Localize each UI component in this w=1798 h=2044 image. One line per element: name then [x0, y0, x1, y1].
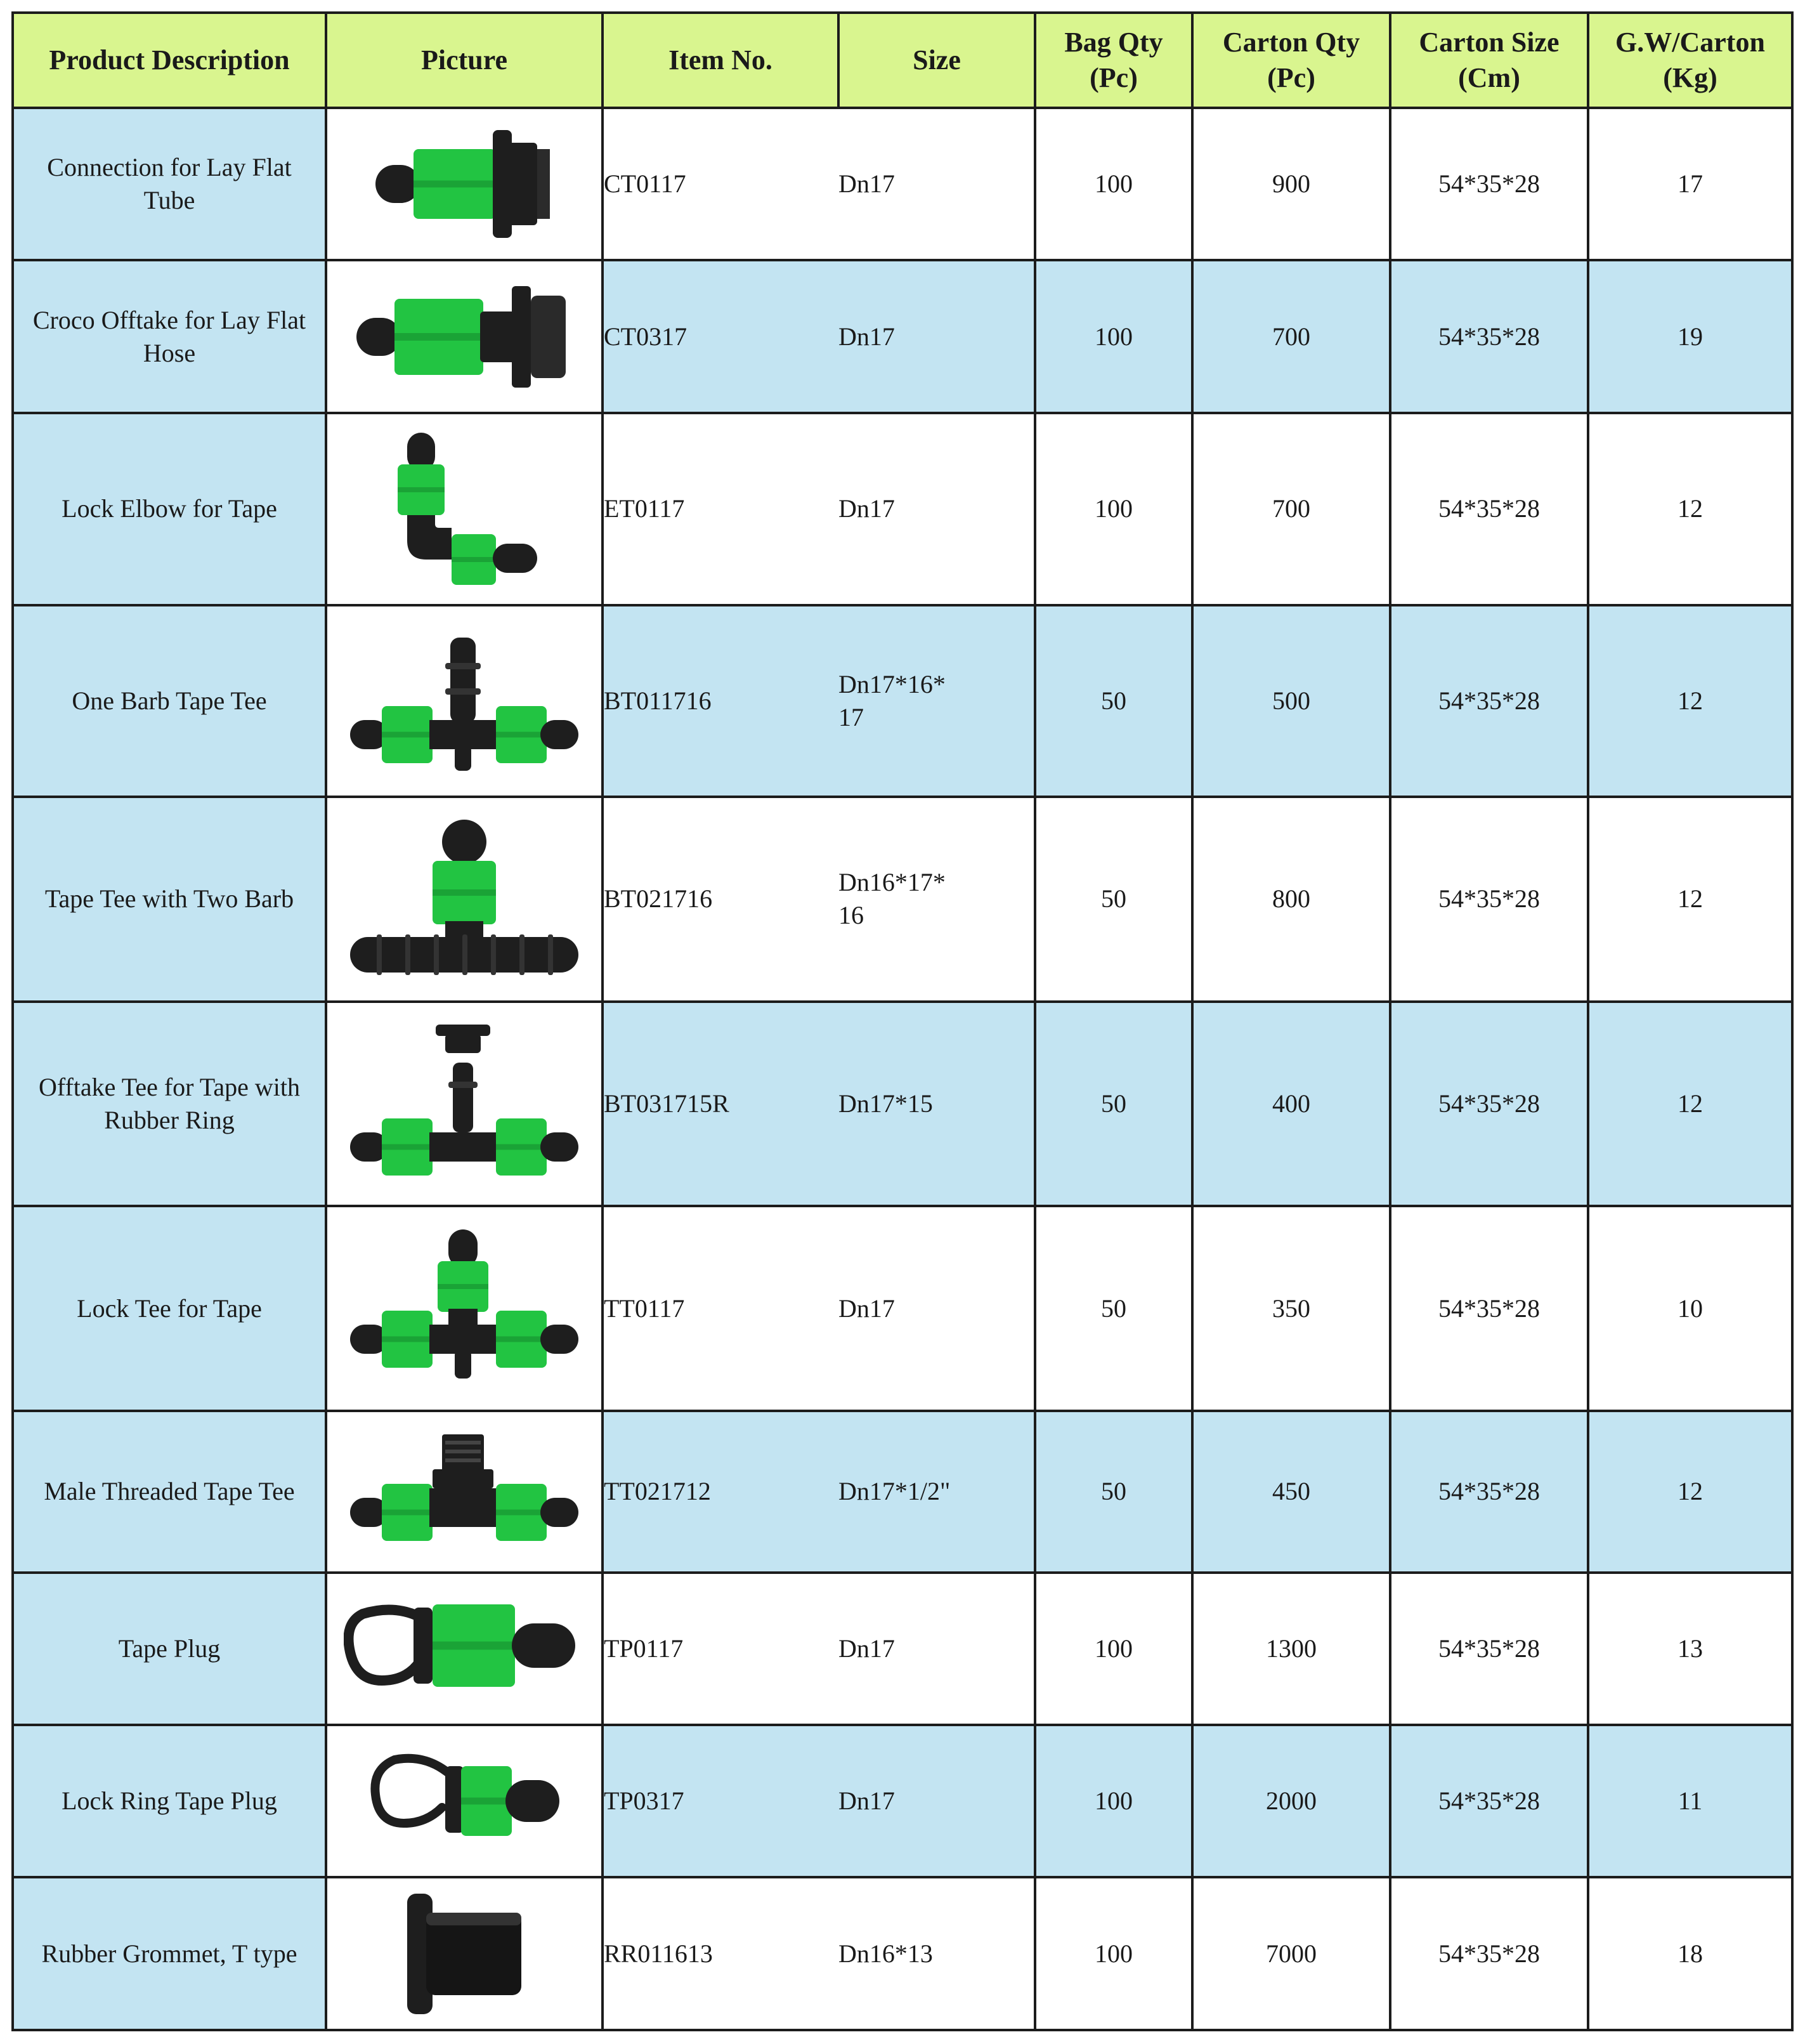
- size-line: Dn17: [838, 169, 895, 199]
- cell-carton-size: 54*35*28: [1390, 1725, 1588, 1877]
- size-line: Dn16*17*: [838, 868, 946, 897]
- cell-gw-carton: 17: [1588, 108, 1792, 260]
- product-description-line: Lock Ring Tape Plug: [62, 1786, 277, 1816]
- two-barb-tee-icon: [327, 813, 601, 985]
- size-line: Dn17: [838, 1786, 895, 1816]
- table-row: [13, 1411, 1792, 1573]
- cell-picture: [326, 1206, 603, 1411]
- cell-carton-qty: 7000: [1192, 1877, 1390, 2030]
- header-bag-qty: [1035, 13, 1192, 108]
- croco-offtake-icon: [327, 277, 601, 397]
- size-line: Dn17*15: [838, 1089, 933, 1118]
- cell-product-description: [13, 605, 326, 797]
- cell-picture: [326, 260, 603, 412]
- table-row: [13, 1206, 1792, 1411]
- cell-gw-carton: 10: [1588, 1206, 1792, 1411]
- cell-bag-qty: 100: [1035, 1725, 1192, 1877]
- header-size: Size: [838, 13, 1035, 108]
- cell-item-no: CT0117: [603, 108, 838, 260]
- size-line: Dn17: [838, 1634, 895, 1663]
- cell-gw-carton: 18: [1588, 1877, 1792, 2030]
- cell-picture: [326, 1002, 603, 1207]
- cell-picture: [326, 1411, 603, 1573]
- cell-bag-qty: 50: [1035, 1206, 1192, 1411]
- product-description-line: Hose: [143, 338, 196, 367]
- header-item-no: Item No.: [603, 13, 838, 108]
- header-carton-qty-unit: (Pc): [1267, 62, 1315, 93]
- offtake-tee-icon: [327, 1018, 601, 1189]
- table-row: [13, 605, 1792, 797]
- cell-carton-qty: 700: [1192, 413, 1390, 605]
- cell-item-no: BT021716: [603, 797, 838, 1002]
- cell-gw-carton: 12: [1588, 605, 1792, 797]
- cell-product-description: [13, 797, 326, 1002]
- cell-size: [838, 1725, 1035, 1877]
- header-gw-carton: [1588, 13, 1792, 108]
- cell-carton-size: 54*35*28: [1390, 1411, 1588, 1573]
- cell-picture: [326, 413, 603, 605]
- product-description-line: Offtake Tee for Tape with: [38, 1073, 301, 1102]
- cell-gw-carton: 12: [1588, 1002, 1792, 1207]
- cell-item-no: TT021712: [603, 1411, 838, 1573]
- cell-bag-qty: 50: [1035, 1411, 1192, 1573]
- cell-bag-qty: 50: [1035, 797, 1192, 1002]
- cell-gw-carton: 12: [1588, 413, 1792, 605]
- cell-carton-qty: 700: [1192, 260, 1390, 412]
- cell-product-description: [13, 1573, 326, 1725]
- product-description-line: Croco Offtake for Lay Flat: [32, 305, 306, 334]
- size-line: Dn17: [838, 1294, 895, 1323]
- cell-size: [838, 1002, 1035, 1207]
- cell-gw-carton: 12: [1588, 1411, 1792, 1573]
- cell-size: [838, 797, 1035, 1002]
- cell-carton-size: 54*35*28: [1390, 1206, 1588, 1411]
- header-picture: Picture: [326, 13, 603, 108]
- product-table: [11, 11, 1794, 2031]
- header-carton-size-label: Carton Size: [1419, 27, 1560, 58]
- table-row: [13, 108, 1792, 260]
- header-gw-carton-label: G.W/Carton: [1615, 27, 1765, 58]
- cell-carton-qty: 450: [1192, 1411, 1390, 1573]
- header-carton-qty: [1192, 13, 1390, 108]
- cell-item-no: TT0117: [603, 1206, 838, 1411]
- one-barb-tee-icon: [327, 625, 601, 777]
- header-gw-carton-unit: (Kg): [1663, 62, 1717, 93]
- table-row: [13, 1725, 1792, 1877]
- table-row: [13, 1573, 1792, 1725]
- header-carton-size: [1390, 13, 1588, 108]
- product-description-line: Rubber Grommet, T type: [41, 1939, 297, 1968]
- product-description-line: Lock Tee for Tape: [77, 1294, 262, 1323]
- cell-gw-carton: 19: [1588, 260, 1792, 412]
- cell-picture: [326, 797, 603, 1002]
- cell-carton-size: 54*35*28: [1390, 108, 1588, 260]
- cell-product-description: [13, 1002, 326, 1207]
- header-carton-size-unit: (Cm): [1458, 62, 1520, 93]
- cell-product-description: [13, 108, 326, 260]
- cell-carton-qty: 900: [1192, 108, 1390, 260]
- cell-carton-size: 54*35*28: [1390, 260, 1588, 412]
- product-description-line: Tape Tee with Two Barb: [44, 884, 294, 914]
- cell-bag-qty: 100: [1035, 413, 1192, 605]
- cell-carton-qty: 400: [1192, 1002, 1390, 1207]
- cell-carton-qty: 800: [1192, 797, 1390, 1002]
- cell-carton-qty: 500: [1192, 605, 1390, 797]
- table-row: [13, 1877, 1792, 2030]
- cell-bag-qty: 100: [1035, 260, 1192, 412]
- product-description-line: Connection for Lay Flat: [47, 153, 292, 182]
- lock-ring-plug-icon: [327, 1741, 601, 1861]
- product-description-line: Tube: [143, 186, 195, 215]
- cell-product-description: [13, 1411, 326, 1573]
- table-row: [13, 260, 1792, 412]
- cell-gw-carton: 12: [1588, 797, 1792, 1002]
- product-description-line: Lock Elbow for Tape: [62, 494, 277, 523]
- cell-gw-carton: 13: [1588, 1573, 1792, 1725]
- cell-bag-qty: 100: [1035, 1877, 1192, 2030]
- cell-carton-size: 54*35*28: [1390, 605, 1588, 797]
- table-row: [13, 1002, 1792, 1207]
- cell-carton-qty: 2000: [1192, 1725, 1390, 1877]
- cell-product-description: [13, 1206, 326, 1411]
- cell-size: [838, 1411, 1035, 1573]
- cell-carton-size: 54*35*28: [1390, 797, 1588, 1002]
- cell-size: [838, 108, 1035, 260]
- cell-product-description: [13, 1725, 326, 1877]
- header-carton-qty-label: Carton Qty: [1222, 27, 1360, 58]
- cell-item-no: BT011716: [603, 605, 838, 797]
- cell-item-no: ET0117: [603, 413, 838, 605]
- cell-picture: [326, 605, 603, 797]
- cell-product-description: [13, 413, 326, 605]
- cell-carton-size: 54*35*28: [1390, 413, 1588, 605]
- cell-size: [838, 1573, 1035, 1725]
- size-line: 17: [838, 702, 864, 731]
- header-row: [13, 13, 1792, 108]
- cell-item-no: RR011613: [603, 1877, 838, 2030]
- lock-tee-icon: [327, 1223, 601, 1394]
- cell-item-no: CT0317: [603, 260, 838, 412]
- size-line: 16: [838, 901, 864, 930]
- cell-bag-qty: 100: [1035, 1573, 1192, 1725]
- cell-size: [838, 1877, 1035, 2030]
- product-description-line: Male Threaded Tape Tee: [44, 1477, 295, 1506]
- rubber-grommet-icon: [327, 1887, 601, 2021]
- table-row: [13, 413, 1792, 605]
- table-row: [13, 797, 1792, 1002]
- cell-carton-size: 54*35*28: [1390, 1002, 1588, 1207]
- cell-picture: [326, 1725, 603, 1877]
- cell-item-no: BT031715R: [603, 1002, 838, 1207]
- tape-plug-icon: [327, 1589, 601, 1709]
- cell-bag-qty: 50: [1035, 1002, 1192, 1207]
- lock-elbow-icon: [327, 426, 601, 591]
- header-bag-qty-unit: (Pc): [1090, 62, 1138, 93]
- size-line: Dn17*1/2": [838, 1477, 951, 1506]
- cell-bag-qty: 50: [1035, 605, 1192, 797]
- cell-size: [838, 605, 1035, 797]
- cell-item-no: TP0317: [603, 1725, 838, 1877]
- male-threaded-tee-icon: [327, 1428, 601, 1555]
- cell-product-description: [13, 1877, 326, 2030]
- size-line: Dn17*16*: [838, 669, 946, 698]
- cell-carton-qty: 350: [1192, 1206, 1390, 1411]
- cell-item-no: TP0117: [603, 1573, 838, 1725]
- cell-picture: [326, 1573, 603, 1725]
- lay-flat-connection-icon: [327, 124, 601, 244]
- cell-bag-qty: 100: [1035, 108, 1192, 260]
- header-product-description: Product Description: [13, 13, 326, 108]
- product-description-line: One Barb Tape Tee: [72, 686, 267, 715]
- cell-carton-size: 54*35*28: [1390, 1877, 1588, 2030]
- cell-picture: [326, 1877, 603, 2030]
- cell-carton-size: 54*35*28: [1390, 1573, 1588, 1725]
- cell-size: [838, 413, 1035, 605]
- cell-size: [838, 260, 1035, 412]
- product-description-line: Tape Plug: [118, 1634, 221, 1663]
- size-line: Dn16*13: [838, 1939, 933, 1968]
- cell-carton-qty: 1300: [1192, 1573, 1390, 1725]
- product-description-line: Rubber Ring: [104, 1106, 235, 1135]
- cell-gw-carton: 11: [1588, 1725, 1792, 1877]
- header-bag-qty-label: Bag Qty: [1064, 27, 1163, 58]
- cell-product-description: [13, 260, 326, 412]
- cell-picture: [326, 108, 603, 260]
- size-line: Dn17: [838, 322, 895, 351]
- size-line: Dn17: [838, 494, 895, 523]
- cell-size: [838, 1206, 1035, 1411]
